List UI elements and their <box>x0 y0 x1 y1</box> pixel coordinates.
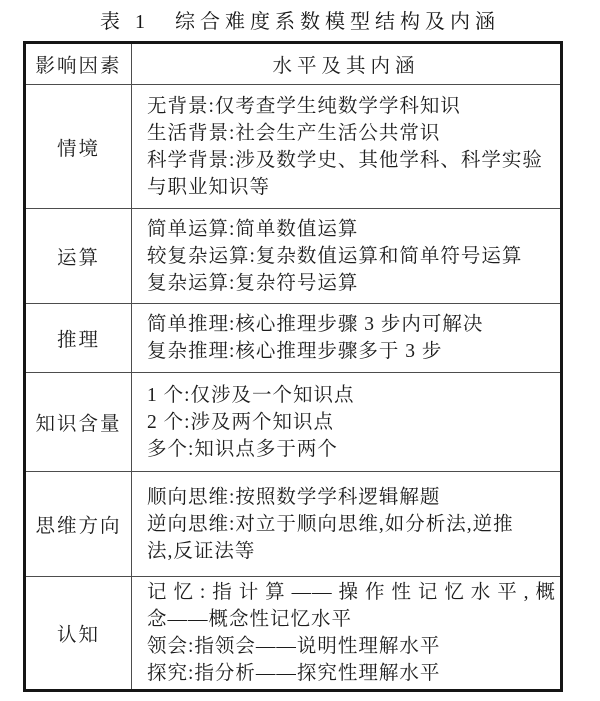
levels-cell <box>132 373 562 472</box>
level-line: 1 个:仅涉及一个知识点 <box>147 384 355 406</box>
level-item <box>147 216 556 243</box>
level-item <box>147 243 556 270</box>
level-item <box>147 409 556 436</box>
levels-cell <box>132 304 562 373</box>
level-item <box>147 147 556 201</box>
level-item <box>147 633 556 660</box>
factor-cell: 情境 <box>25 85 132 209</box>
level-line: 生活背景:社会生产生活公共常识 <box>147 122 441 144</box>
level-line: 科学背景:涉及数学史、其他学科、科学实验 <box>147 149 543 171</box>
level-item <box>147 436 556 463</box>
level-line: 多个:知识点多于两个 <box>147 438 338 460</box>
levels-cell <box>132 209 562 304</box>
table-row <box>25 472 562 577</box>
factor-cell: 思维方向 <box>25 472 132 577</box>
level-item <box>147 511 556 565</box>
level-line: 顺向思维:按照数学学科逻辑解题 <box>147 486 441 508</box>
level-line: 念——概念性记忆水平 <box>147 609 353 630</box>
level-line: 2 个:涉及两个知识点 <box>147 411 335 433</box>
level-item <box>147 338 556 365</box>
level-line: 复杂推理:核心推理步骤多于 3 步 <box>147 341 443 362</box>
level-line: 记忆:指计算——操作性记忆水平,概 <box>147 582 556 603</box>
level-item <box>147 382 556 409</box>
level-item <box>147 93 556 120</box>
level-line: 与职业知识等 <box>147 176 271 198</box>
level-line: 逆向思维:对立于顺向思维,如分析法,逆推 <box>147 513 514 535</box>
table-row <box>25 304 562 373</box>
levels-cell <box>132 472 562 577</box>
table-caption: 表 1 综合难度系数模型结构及内涵 <box>100 11 500 33</box>
level-line: 探究:指分析——探究性理解水平 <box>147 663 441 684</box>
level-item <box>147 579 556 633</box>
difficulty-model-table <box>23 41 563 692</box>
table-row <box>25 373 562 472</box>
table-row <box>25 577 562 691</box>
level-line: 简单运算:简单数值运算 <box>147 218 359 240</box>
level-item <box>147 120 556 147</box>
level-line: 领会:指领会——说明性理解水平 <box>147 636 441 657</box>
level-line: 无背景:仅考查学生纯数学学科知识 <box>147 95 461 117</box>
document-page <box>0 5 600 692</box>
level-line: 复杂运算:复杂符号运算 <box>147 272 359 294</box>
header-factor-column: 影响因素 <box>25 43 132 85</box>
level-item <box>147 311 556 338</box>
level-line: 较复杂运算:复杂数值运算和简单符号运算 <box>147 245 523 267</box>
table-row <box>25 209 562 304</box>
table-header-row <box>25 43 562 85</box>
levels-cell <box>132 85 562 209</box>
level-line: 简单推理:核心推理步骤 3 步内可解决 <box>147 314 484 335</box>
level-item <box>147 660 556 687</box>
factor-cell: 认知 <box>25 577 132 691</box>
levels-cell <box>132 577 562 691</box>
factor-cell: 推理 <box>25 304 132 373</box>
level-line: 法,反证法等 <box>147 540 256 562</box>
header-levels-column: 水平及其内涵 <box>132 43 562 85</box>
table-row <box>25 85 562 209</box>
factor-cell: 知识含量 <box>25 373 132 472</box>
level-item <box>147 270 556 297</box>
level-item <box>147 484 556 511</box>
factor-cell: 运算 <box>25 209 132 304</box>
